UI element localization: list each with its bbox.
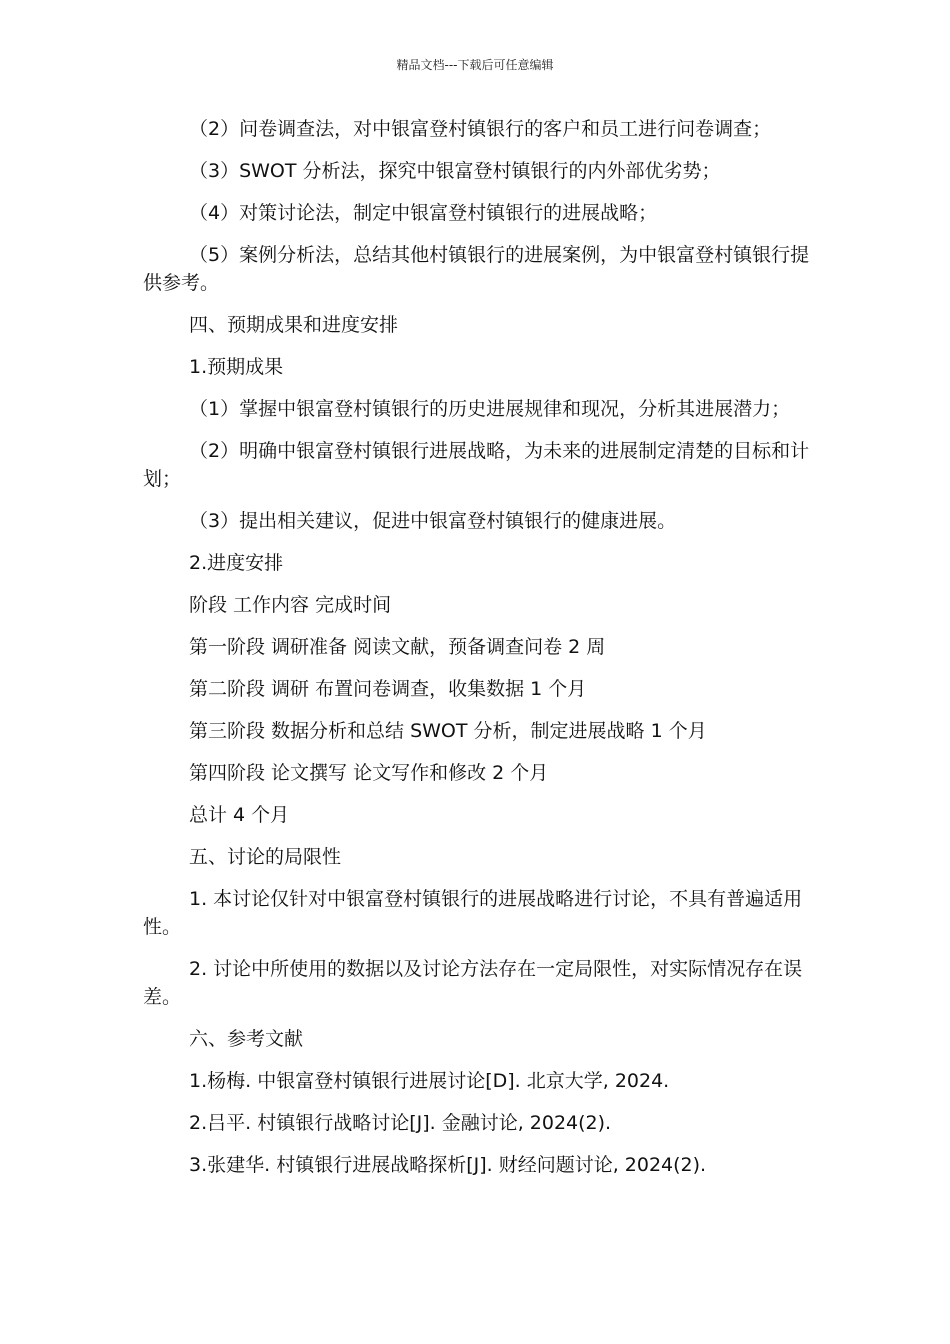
- result-item-2: （2）明确中银富登村镇银行进展战略，为未来的进展制定清楚的目标和计划；: [143, 440, 810, 490]
- method-case-analysis: （5）案例分析法，总结其他村镇银行的进展案例，为中银富登村镇银行提供参考。: [143, 244, 810, 294]
- method-strategy-discussion: （4）对策讨论法，制定中银富登村镇银行的进展战略；: [189, 202, 658, 224]
- schedule-row-1: 第一阶段 调研准备 阅读文献，预备调查问卷 2 周: [189, 636, 606, 658]
- section-heading-expected-results: 四、预期成果和进度安排: [189, 314, 399, 336]
- limitation-item-1: 1. 本讨论仅针对中银富登村镇银行的进展战略进行讨论，不具有普遍适用性。: [143, 888, 803, 938]
- schedule-row-2: 第二阶段 调研 布置问卷调查，收集数据 1 个月: [189, 678, 587, 700]
- subheading-schedule: 2.进度安排: [189, 552, 284, 574]
- section-heading-limitations: 五、讨论的局限性: [189, 846, 342, 868]
- schedule-row-4: 第四阶段 论文撰写 论文写作和修改 2 个月: [189, 762, 549, 784]
- reference-item-1: 1.杨梅. 中银富登村镇银行进展讨论[D]. 北京大学, 2024.: [189, 1070, 670, 1092]
- method-questionnaire: （2）问卷调查法，对中银富登村镇银行的客户和员工进行问卷调查；: [189, 118, 772, 140]
- reference-item-3: 3.张建华. 村镇银行进展战略探析[J]. 财经问题讨论, 2024(2).: [189, 1154, 707, 1176]
- page-header: 精品文档---下载后可任意编辑: [396, 58, 554, 72]
- reference-item-2: 2.吕平. 村镇银行战略讨论[J]. 金融讨论, 2024(2).: [189, 1112, 612, 1134]
- result-item-3: （3）提出相关建议，促进中银富登村镇银行的健康进展。: [189, 510, 677, 532]
- document-body: [143, 115, 815, 1193]
- limitation-item-2: 2. 讨论中所使用的数据以及讨论方法存在一定局限性，对实际情况存在误差。: [143, 958, 803, 1008]
- schedule-row-3: 第三阶段 数据分析和总结 SWOT 分析，制定进展战略 1 个月: [189, 720, 707, 742]
- schedule-total: 总计 4 个月: [189, 804, 290, 826]
- subheading-expected-results: 1.预期成果: [189, 356, 284, 378]
- schedule-header-row: 阶段 工作内容 完成时间: [189, 594, 392, 616]
- result-item-1: （1）掌握中银富登村镇银行的历史进展规律和现况，分析其进展潜力；: [189, 398, 791, 420]
- method-swot: （3）SWOT 分析法，探究中银富登村镇银行的内外部优劣势；: [189, 160, 721, 182]
- section-heading-references: 六、参考文献: [189, 1028, 304, 1050]
